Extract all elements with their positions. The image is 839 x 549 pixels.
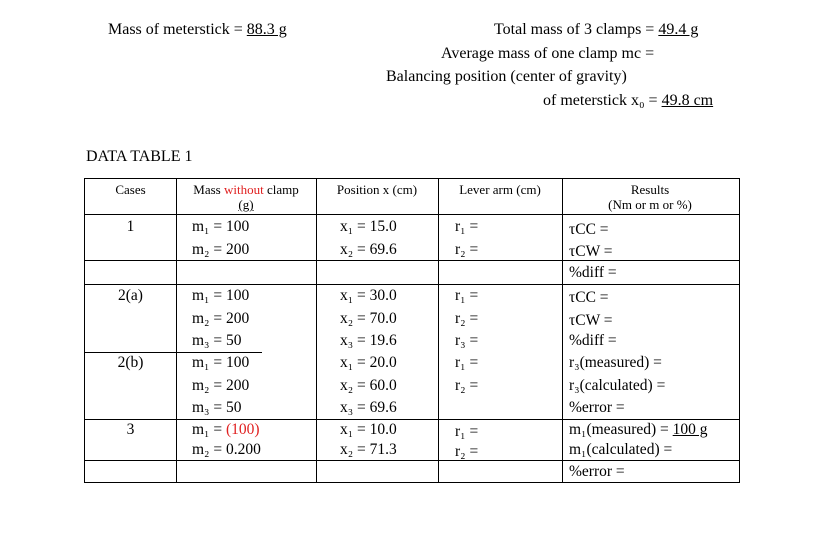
header-mass-pre: Mass xyxy=(193,182,224,197)
case3-r1: r₁ = xyxy=(455,423,479,440)
col-divider xyxy=(316,179,317,482)
case1-x1: x₁ = 15.0 xyxy=(340,218,397,235)
case1-m2: m₂ = 200 xyxy=(192,241,250,258)
header-mass-post: clamp xyxy=(263,182,299,197)
case2b-m3: m₃ = 50 xyxy=(192,399,242,416)
case1-r1: r₁ = xyxy=(455,218,479,235)
row-divider xyxy=(85,460,739,461)
col-divider xyxy=(438,179,439,482)
case2a-x1: x₁ = 30.0 xyxy=(340,287,397,304)
case-2b: 2(b) xyxy=(117,354,144,371)
case2b-r3-calculated: r₃(calculated) = xyxy=(569,377,666,394)
total-clamps-value: 49.4 g xyxy=(658,21,699,38)
case2a-m3: m₃ = 50 xyxy=(192,332,242,349)
case2b-m1: m₁ = 100 xyxy=(192,354,250,371)
mass-meterstick xyxy=(108,21,287,39)
case2b-r1: r₁ = xyxy=(455,354,479,371)
case3-m1 xyxy=(192,421,260,439)
case2b-x3: x₃ = 69.6 xyxy=(340,399,397,416)
case2a-tau-cw: τCW = xyxy=(569,312,613,329)
row-divider xyxy=(85,284,739,285)
case2a-m1: m₁ = 100 xyxy=(192,287,250,304)
data-table-1 xyxy=(84,178,740,483)
case2a-r3: r₃ = xyxy=(455,332,479,349)
col-divider xyxy=(176,179,177,482)
header-position: Position x (cm) xyxy=(336,182,418,197)
row-divider xyxy=(85,352,262,353)
mass-meterstick-value: 88.3 g xyxy=(246,21,287,38)
total-clamps-mass xyxy=(494,21,698,39)
case-3: 3 xyxy=(126,421,135,438)
header-results-label: Results xyxy=(630,182,670,197)
balancing-position-value: 49.8 cm xyxy=(661,92,714,109)
col-divider xyxy=(562,179,563,482)
case1-x2: x₂ = 69.6 xyxy=(340,241,397,258)
case-1: 1 xyxy=(126,218,135,235)
header-mass-unit: (g) xyxy=(238,197,254,212)
case2b-x1: x₁ = 20.0 xyxy=(340,354,397,371)
mass-meterstick-label: Mass of meterstick = xyxy=(108,21,247,38)
case2a-x3: x₃ = 19.6 xyxy=(340,332,397,349)
header-mass-without: without xyxy=(223,182,264,197)
case3-m1-measured-label: m₁(measured) = xyxy=(569,421,673,438)
case2a-diff: %diff = xyxy=(569,332,617,349)
total-clamps-label: Total mass of 3 clamps = xyxy=(494,21,659,38)
case1-m1: m₁ = 100 xyxy=(192,218,250,235)
average-clamp-mass: Average mass of one clamp mс = xyxy=(441,45,655,62)
balancing-position-line1: Balancing position (center of gravity) xyxy=(386,68,627,85)
case-2a: 2(a) xyxy=(118,287,143,304)
case3-m1-measured xyxy=(569,421,708,439)
row-divider xyxy=(85,419,739,420)
case1-tau-cw: τCW = xyxy=(569,243,613,260)
case2b-error: %error = xyxy=(569,399,625,416)
case3-r2: r₂ = xyxy=(455,443,479,460)
case2b-r3-measured: r₃(measured) = xyxy=(569,354,662,371)
case1-diff: %diff = xyxy=(569,264,617,281)
case3-m1-calculated: m₁(calculated) = xyxy=(569,441,673,458)
row-divider xyxy=(85,214,739,215)
case3-m1-value: (100) xyxy=(225,421,260,438)
balancing-position-line2 xyxy=(543,92,713,110)
case2a-r1: r₁ = xyxy=(455,287,479,304)
row-divider xyxy=(85,260,739,261)
case2b-m2: m₂ = 200 xyxy=(192,377,250,394)
header-results xyxy=(562,182,738,212)
case3-m1-measured-value: 100 g xyxy=(672,421,708,438)
case1-tau-cc: τCC = xyxy=(569,221,609,238)
header-cases: Cases xyxy=(115,182,146,197)
case3-x1: x₁ = 10.0 xyxy=(340,421,397,438)
case2b-r2: r₂ = xyxy=(455,377,479,394)
case2b-x2: x₂ = 60.0 xyxy=(340,377,397,394)
header-lever-arm: Lever arm (cm) xyxy=(459,182,541,197)
case2a-r2: r₂ = xyxy=(455,310,479,327)
header-mass xyxy=(176,182,316,212)
case2a-m2: m₂ = 200 xyxy=(192,310,250,327)
case3-x2: x₂ = 71.3 xyxy=(340,441,397,458)
case3-error: %error = xyxy=(569,463,625,480)
header-results-unit: (Nm or m or %) xyxy=(608,197,692,212)
case2a-tau-cc: τCC = xyxy=(569,289,609,306)
balancing-position-label: of meterstick x₀ = xyxy=(543,92,662,109)
case2a-x2: x₂ = 70.0 xyxy=(340,310,397,327)
case3-m2: m₂ = 0.200 xyxy=(192,441,261,458)
case3-m1-label: m₁ = xyxy=(192,421,226,438)
table-title: DATA TABLE 1 xyxy=(86,148,193,165)
case1-r2: r₂ = xyxy=(455,241,479,258)
